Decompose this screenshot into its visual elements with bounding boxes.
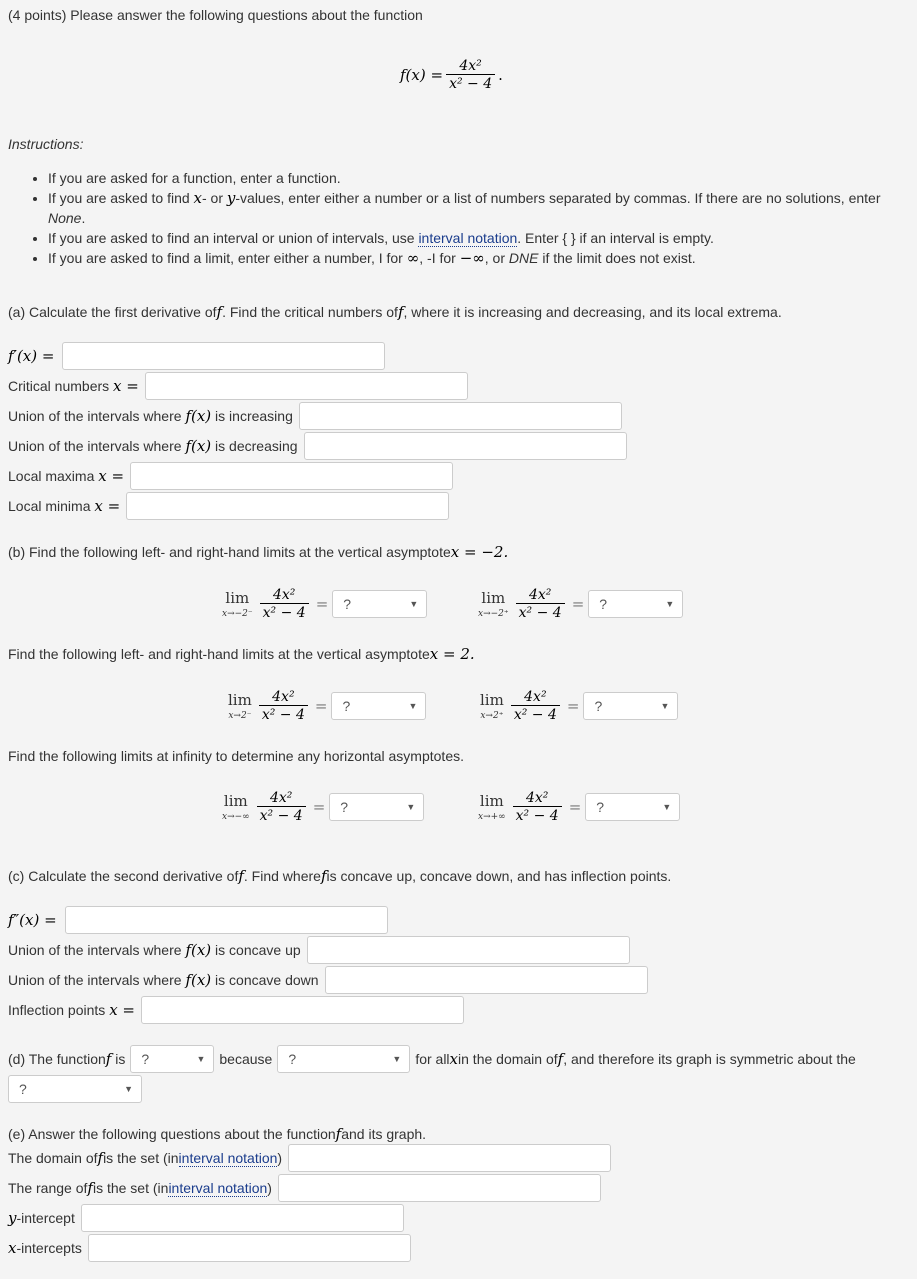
function-definition: f(x) = $\frac{\text{4x²}}{\text{x² − 4}}$ .	[400, 58, 503, 92]
limit-operator: lim x→2⁺	[480, 691, 504, 721]
second-derivative-row: f″(x) =	[8, 906, 388, 934]
domain-input[interactable]	[288, 1144, 611, 1172]
limit-expression: lim x→2⁻ $\frac{\text{4x²}}{\text{x² − 4}}$ = ? ▼	[228, 689, 426, 723]
instruction-item: • If you are asked to find x- or y-values, enter either a number or a list of numbers separated by commas. If there are no solutions, enter None.	[48, 188, 917, 228]
instruction-item: • If you are asked for a function, enter a function.	[48, 168, 917, 188]
symmetry-select[interactable]: ? ▼	[8, 1075, 142, 1103]
part-c-prompt: (c) Calculate the second derivative of f . Find where f is concave up, concave down, and has inflection points.	[8, 867, 672, 885]
interval-notation-link[interactable]: interval notation	[178, 1149, 278, 1166]
y-intercept-row: y -intercept	[8, 1204, 404, 1232]
part-d-row: (d) The function f is ? ▼ because ? ▼ for all x in the domain of f , and therefore its graph is symmetric about the	[8, 1045, 856, 1073]
local-minima-row: Local minima x =	[8, 492, 449, 520]
x-intercepts-row: x -intercepts	[8, 1234, 411, 1262]
concave-up-row: Union of the intervals where f(x) is concave up	[8, 936, 630, 964]
local-minima-input[interactable]	[126, 492, 449, 520]
limit-operator: lim x→−∞	[222, 792, 250, 822]
critical-numbers-input[interactable]	[145, 372, 468, 400]
limit-operator: lim x→−2⁻	[222, 589, 253, 619]
inflection-row: Inflection points x =	[8, 996, 464, 1024]
local-maxima-input[interactable]	[130, 462, 453, 490]
limit-expression: lim x→−2⁻ $\frac{\text{4x²}}{\text{x² − 4}}$ = ? ▼	[222, 587, 427, 621]
limit-answer-select[interactable]: ? ▼	[329, 793, 424, 821]
part-e-prompt: (e) Answer the following questions about the function f and its graph.	[8, 1125, 427, 1143]
limit-operator: lim x→2⁻	[228, 691, 252, 721]
limit-expression: lim x→−∞ $\frac{\text{4x²}}{\text{x² − 4}}$ = ? ▼	[222, 790, 424, 824]
limit-fraction: $\frac{\text{4x²}}{\text{x² − 4}}$	[257, 790, 306, 824]
instruction-item: • If you are asked to find an interval or union of intervals, use interval notation. Enter { } if an interval is empty.	[48, 228, 917, 248]
parity-reason-select[interactable]: ? ▼	[277, 1045, 410, 1073]
part-d-row-2	[8, 1075, 142, 1103]
dropdown-arrow-icon: ▼	[409, 599, 419, 609]
increasing-input[interactable]	[299, 402, 622, 430]
y-intercept-input[interactable]	[81, 1204, 404, 1232]
local-maxima-row: Local maxima x =	[8, 462, 453, 490]
part-b-prompt-3: Find the following limits at infinity to determine any horizontal asymptotes.	[8, 748, 464, 764]
dropdown-arrow-icon: ▼	[662, 802, 672, 812]
concave-down-row: Union of the intervals where f(x) is concave down	[8, 966, 648, 994]
limit-fraction: $\frac{\text{4x²}}{\text{x² − 4}}$	[259, 689, 308, 723]
concave-down-input[interactable]	[325, 966, 648, 994]
x-intercepts-input[interactable]	[88, 1234, 411, 1262]
part-b-prompt: (b) Find the following left- and right-hand limits at the vertical asymptote x = −2.	[8, 543, 509, 561]
limit-answer-select[interactable]: ? ▼	[332, 590, 427, 618]
interval-notation-link[interactable]: interval notation	[168, 1179, 268, 1196]
dropdown-arrow-icon: ▼	[406, 802, 416, 812]
inflection-input[interactable]	[141, 996, 464, 1024]
limit-expression: lim x→2⁺ $\frac{\text{4x²}}{\text{x² − 4}}$ = ? ▼	[480, 689, 678, 723]
range-input[interactable]	[278, 1174, 601, 1202]
dropdown-arrow-icon: ▼	[392, 1054, 402, 1064]
limit-fraction: $\frac{\text{4x²}}{\text{x² − 4}}$	[516, 587, 565, 621]
limit-fraction: $\frac{\text{4x²}}{\text{x² − 4}}$	[513, 790, 562, 824]
dropdown-arrow-icon: ▼	[660, 701, 670, 711]
part-a-prompt: (a) Calculate the first derivative of f . Find the critical numbers of f , where it is increasing and decreasing, and its local extrema.	[8, 303, 782, 321]
range-row: The range of f is the set (in interval notation )	[8, 1174, 601, 1202]
limit-answer-select[interactable]: ? ▼	[588, 590, 683, 618]
second-derivative-input[interactable]	[65, 906, 388, 934]
limit-fraction: $\frac{\text{4x²}}{\text{x² − 4}}$	[260, 587, 309, 621]
decreasing-input[interactable]	[304, 432, 627, 460]
decreasing-row: Union of the intervals where f(x) is decreasing	[8, 432, 627, 460]
limit-answer-select[interactable]: ? ▼	[583, 692, 678, 720]
limit-fraction: $\frac{\text{4x²}}{\text{x² − 4}}$	[511, 689, 560, 723]
critical-numbers-row: Critical numbers x =	[8, 372, 468, 400]
dropdown-arrow-icon: ▼	[196, 1054, 206, 1064]
limit-answer-select[interactable]: ? ▼	[585, 793, 680, 821]
problem-header: (4 points) Please answer the following questions about the function	[8, 7, 423, 23]
dropdown-arrow-icon: ▼	[124, 1084, 133, 1094]
limit-operator: lim x→+∞	[478, 792, 506, 822]
interval-notation-link[interactable]: interval notation	[418, 230, 518, 246]
limit-operator: lim x→−2⁺	[478, 589, 509, 619]
limit-answer-select[interactable]: ? ▼	[331, 692, 426, 720]
increasing-row: Union of the intervals where f(x) is increasing	[8, 402, 622, 430]
dropdown-arrow-icon: ▼	[408, 701, 418, 711]
first-derivative-row: f′(x) =	[8, 342, 385, 370]
instruction-item: • If you are asked to find a limit, enter either a number, I for ∞, -I for −∞, or DNE if the limit does not exist.	[48, 248, 917, 268]
instructions-label: Instructions:	[8, 136, 84, 152]
limit-expression: lim x→−2⁺ $\frac{\text{4x²}}{\text{x² − 4}}$ = ? ▼	[478, 587, 683, 621]
instructions-list	[8, 168, 917, 268]
first-derivative-input[interactable]	[62, 342, 385, 370]
dropdown-arrow-icon: ▼	[665, 599, 675, 609]
concave-up-input[interactable]	[307, 936, 630, 964]
domain-row: The domain of f is the set (in interval notation )	[8, 1144, 611, 1172]
part-b-prompt-2: Find the following left- and right-hand limits at the vertical asymptote x = 2.	[8, 645, 475, 663]
function-parity-select[interactable]: ? ▼	[130, 1045, 214, 1073]
limit-expression: lim x→+∞ $\frac{\text{4x²}}{\text{x² − 4}}$ = ? ▼	[478, 790, 680, 824]
